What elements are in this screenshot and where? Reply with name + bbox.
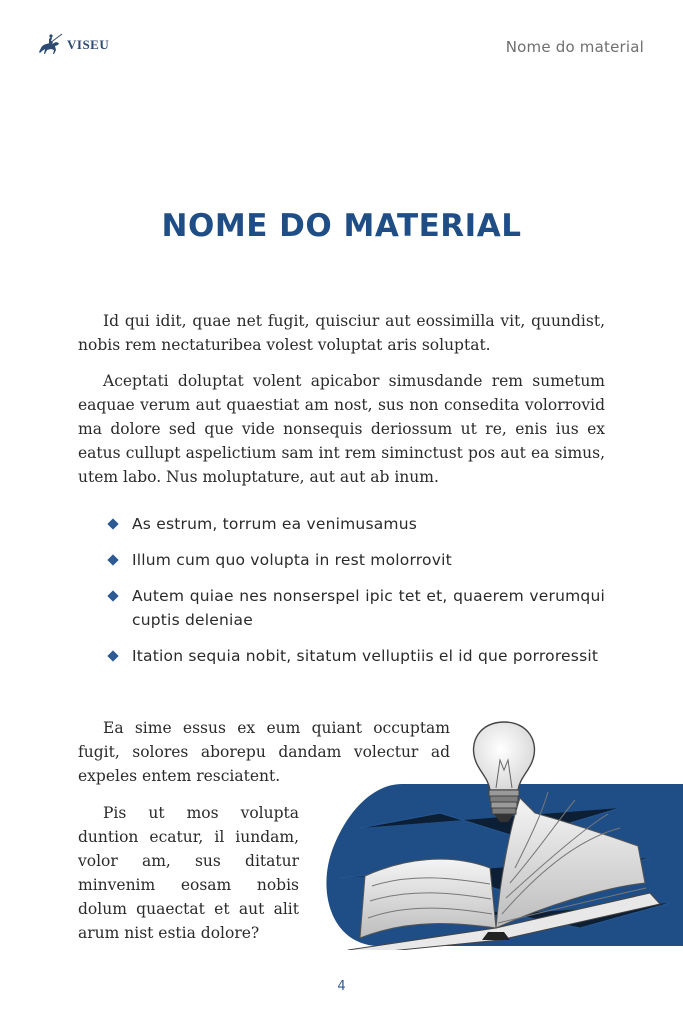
logo-text: VISEU	[67, 37, 110, 52]
diamond-bullet-icon	[107, 650, 118, 661]
bullet-item	[108, 512, 605, 536]
wrap-paragraph: Ea sime essus ex eum quiant occuptam fugit, solores aborepu dandam volectur ad expeles entem resciatent.	[78, 719, 450, 785]
bullet-text: As estrum, torrum ea venimusamus	[132, 515, 418, 533]
page-title: NOME DO MATERIAL	[161, 208, 522, 244]
body-paragraph: Id qui idit, quae net fugit, quisciur aut eossimilla vit, quundist, nobis rem nectaturibea volest voluptat aris soluptat.	[78, 312, 605, 354]
document-title: Nome do material	[505, 38, 644, 56]
page-header	[0, 0, 683, 80]
bullet-item	[108, 584, 605, 632]
logo	[38, 33, 109, 57]
diamond-bullet-icon	[107, 554, 118, 565]
wrap-paragraph: Pis ut mos volupta duntion ecatur, il iundam, volor am, sus ditatur minvenim eosam nobis dolum quaectat et aut alit arum nist estia dolore?	[78, 804, 299, 942]
bullet-item	[108, 644, 605, 668]
page-number: 4	[337, 979, 346, 994]
body-paragraph: Aceptati doluptat volent apicabor simusdande rem sumetum eaquae verum aut quaestiat am nost, sus non consedita volorrovid ma dolore sed que vide nonsequis deriossum ut re, enis ius ex eatus cullupt aspelictium sam int rem siminctust pos aut ea simus, utem labo. Nus moluptature, aut aut ab inum.	[78, 372, 605, 486]
bullet-list	[108, 512, 605, 680]
diamond-bullet-icon	[107, 590, 118, 601]
diamond-bullet-icon	[107, 518, 118, 529]
book-lightbulb-illustration	[320, 718, 683, 950]
knight-rider-logo-icon	[38, 33, 64, 57]
bullet-text: Illum cum quo volupta in rest molorrovit	[132, 551, 452, 569]
bullet-text: Itation sequia nobit, sitatum velluptiis el id que porroressit	[132, 647, 599, 665]
bullet-text: Autem quiae nes nonserspel ipic tet et, quaerem verumqui cuptis deleniae	[132, 587, 605, 629]
bullet-item	[108, 548, 605, 572]
